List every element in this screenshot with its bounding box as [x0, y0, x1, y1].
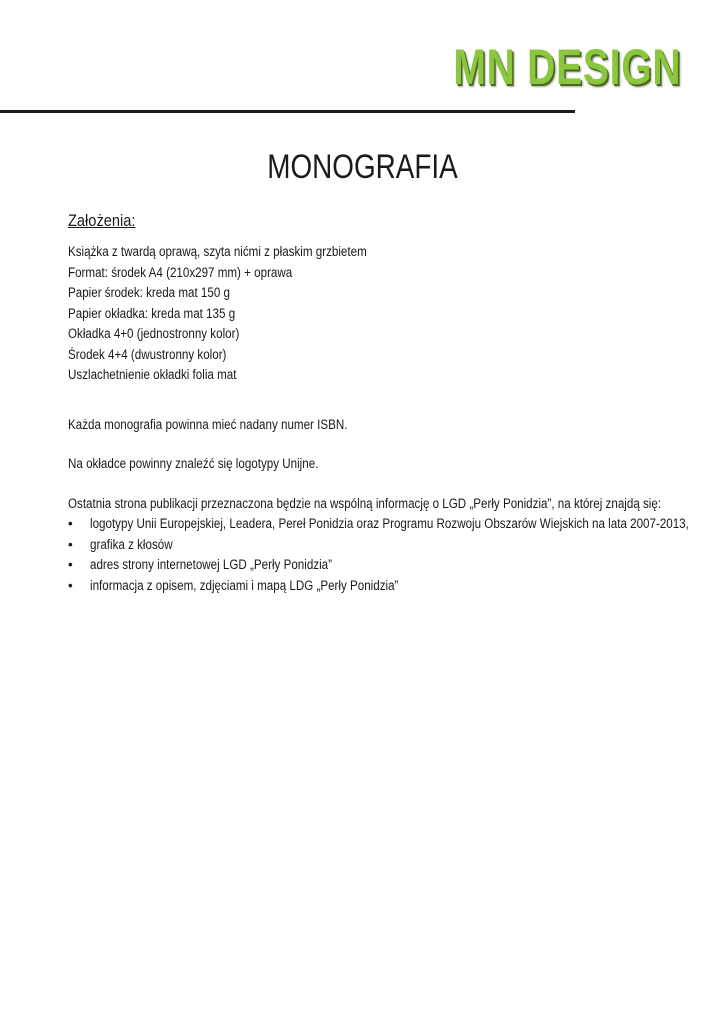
assumptions-heading: Założenia: — [68, 211, 136, 230]
assumption-line: Środek 4+4 (dwustronny kolor) — [68, 346, 227, 362]
assumptions-list — [68, 242, 688, 386]
list-item: • grafika z kłosów — [68, 535, 688, 556]
page-title: MONOGRAFIA — [267, 148, 458, 186]
assumption-line: Książka z twardą oprawą, szyta nićmi z płaskim grzbietem — [68, 244, 367, 259]
assumption-line: Format: środek A4 (210x297 mm) + oprawa — [68, 264, 293, 280]
assumption-line: Papier okładka: kreda mat 135 g — [68, 305, 236, 321]
logos-paragraph: Na okładce powinny znaleźć się logotypy Unijne. — [68, 456, 319, 471]
list-item: • adres strony internetowej LGD „Perły Ponidzia” — [68, 555, 688, 576]
assumption-line: Papier środek: kreda mat 150 g — [68, 285, 230, 300]
header-divider — [0, 110, 575, 113]
assumption-line: Uszlachetnienie okładki folia mat — [68, 367, 237, 382]
company-logo: MN DESIGN — [452, 39, 681, 95]
list-item: • logotypy Unii Europejskiej, Leadera, Pereł Ponidzia oraz Programu Rozwoju Obszarów Wiejskich na lata 2007-2013, — [68, 514, 688, 535]
last-page-bullet-list — [68, 514, 688, 596]
assumption-line: Okładka 4+0 (jednostronny kolor) — [68, 326, 240, 341]
last-page-paragraph: Ostatnia strona publikacji przeznaczona będzie na wspólną informację o LGD „Perły Ponidzia”, na której znajdą się: — [68, 495, 662, 511]
document-body — [68, 210, 688, 596]
list-item: • informacja z opisem, zdjęciami i mapą LDG „Perły Ponidzia” — [68, 576, 688, 597]
isbn-paragraph: Każda monografia powinna mieć nadany numer ISBN. — [68, 416, 348, 432]
